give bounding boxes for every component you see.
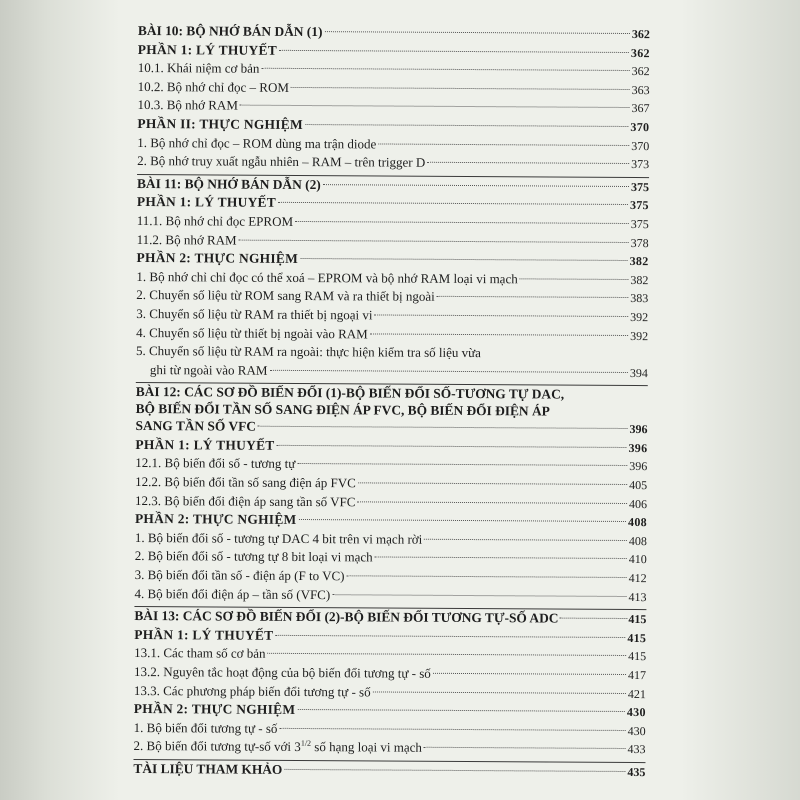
- item-title: ghi từ ngoài vào RAM: [149, 361, 268, 378]
- page-number: 405: [629, 478, 648, 493]
- lesson-13-section: [134, 607, 647, 759]
- dot-leader: [424, 539, 627, 541]
- dot-leader: [433, 673, 626, 675]
- dot-leader: [305, 124, 629, 127]
- dot-leader: [284, 769, 625, 772]
- dot-leader: [358, 482, 627, 485]
- item-title: 2. Bộ biến đổi số - tương tự 8 bit loại vi mạch: [134, 548, 373, 565]
- dot-leader: [373, 691, 626, 694]
- lesson-12-title-line: BÀI 12: CÁC SƠ ĐỒ BIẾN ĐỔI (1)-BỘ BIẾN ĐỔI SỐ-TƯƠNG TỰ DAC,: [135, 384, 565, 402]
- page-number: 394: [629, 365, 648, 380]
- page-number: 375: [630, 216, 649, 232]
- page-number: 396: [629, 459, 648, 474]
- dot-leader: [279, 49, 629, 52]
- page-number: 392: [630, 309, 649, 325]
- item-title: 2. Bộ nhớ truy xuất ngẫu nhiên – RAM – trên trigger D: [137, 153, 426, 170]
- page-number: 362: [631, 64, 650, 79]
- dot-leader: [299, 519, 627, 522]
- page-number: 430: [626, 705, 646, 720]
- item-title: 12.2. Bộ biến đổi tần số sang điện áp FVC: [135, 474, 356, 491]
- part-title: PHẦN 1: LÝ THUYẾT: [137, 41, 278, 58]
- lesson-title: BÀI 11: BỘ NHỚ BÁN DẪN (2): [136, 175, 321, 192]
- lesson-11-section: [136, 175, 649, 383]
- item-title: 4. Chuyển số liệu từ thiết bị ngoài vào RAM: [136, 324, 368, 341]
- page-number: 430: [627, 723, 646, 738]
- item-title: 11.2. Bộ nhớ RAM: [136, 231, 237, 248]
- dot-leader: [261, 68, 629, 71]
- page-number: 421: [627, 686, 646, 701]
- dot-leader: [275, 635, 625, 638]
- item-title: 11.1. Bộ nhớ chỉ đọc EPROM: [136, 212, 294, 229]
- page-number: 363: [631, 82, 650, 97]
- page-number: 415: [627, 630, 647, 645]
- item-title: 10.3. Bộ nhớ RAM: [137, 97, 238, 113]
- page-number: 370: [631, 138, 650, 153]
- lesson-title: BÀI 13: CÁC SƠ ĐỒ BIẾN ĐỔI (2)-BỘ BIẾN ĐỔI TƯƠNG TỰ-SỐ ADC: [134, 608, 559, 626]
- table-of-contents: [133, 22, 650, 782]
- dot-leader: [559, 618, 627, 619]
- item-title: 13.2. Nguyên tắc hoạt động của bộ biến đổi tương tự - số: [133, 663, 431, 681]
- part-title: PHẦN 2: THỰC NGHIỆM: [133, 701, 296, 718]
- item-title: 10.1. Khái niệm cơ bản: [137, 60, 260, 76]
- dot-leader: [378, 143, 629, 146]
- page-number: 408: [628, 533, 647, 548]
- part-title: PHẦN 2: THỰC NGHIỆM: [136, 250, 299, 267]
- dot-leader: [269, 369, 627, 372]
- dot-leader: [240, 105, 630, 108]
- page-number: 373: [631, 157, 650, 172]
- lesson-12-section: [134, 383, 647, 606]
- page-number: 383: [630, 291, 649, 306]
- dot-leader: [277, 445, 627, 448]
- page-number: 362: [631, 27, 650, 42]
- item-title-part: số hạng loại vi mạch: [310, 739, 422, 756]
- page-number: 362: [630, 45, 650, 60]
- dot-leader: [239, 239, 629, 242]
- page-number: 413: [628, 589, 647, 604]
- item-title: 1. Bộ nhớ chỉ chỉ đọc có thể xoá – EPROM và bộ nhớ RAM loại vi mạch: [136, 268, 518, 287]
- page-number: 378: [630, 235, 649, 250]
- dot-leader: [520, 278, 629, 280]
- page-number: 367: [631, 101, 650, 116]
- item-title: 1. Bộ nhớ chỉ đọc – ROM dùng ma trận diode: [137, 134, 377, 152]
- page-number: 435: [627, 764, 646, 780]
- lesson-title: BÀI 10: BỘ NHỚ BÁN DẪN (1): [137, 22, 323, 40]
- dot-leader: [258, 426, 628, 429]
- lesson-10-section: [137, 22, 650, 174]
- dot-leader: [300, 258, 628, 261]
- dot-leader: [370, 333, 628, 336]
- page-right-shadow: [680, 0, 800, 800]
- dot-leader: [268, 653, 627, 656]
- part-title: PHẦN 2: THỰC NGHIỆM: [134, 511, 297, 528]
- item-title: [134, 737, 422, 757]
- toc-item: [134, 737, 646, 759]
- dot-leader: [437, 296, 629, 298]
- item-title: 10.2. Bộ nhớ chỉ đọc – ROM: [137, 78, 289, 95]
- page-number: 370: [630, 119, 650, 135]
- page-number: 408: [628, 515, 647, 530]
- item-title: 12.3. Bộ biến đổi điện áp sang tần số VFC: [135, 492, 356, 509]
- page-number: 382: [629, 254, 649, 269]
- fraction-superscript: 1/2: [300, 739, 312, 749]
- part-title: PHẦN 1: LÝ THUYẾT: [135, 436, 275, 453]
- page-number: 433: [627, 742, 646, 757]
- dot-leader: [295, 221, 629, 224]
- page-number: 415: [628, 612, 647, 627]
- page-number: 375: [630, 179, 650, 194]
- item-title-part: 2. Bộ biến đổi tương tự-số với 3: [133, 738, 301, 755]
- item-title: 3. Chuyển số liệu từ RAM ra thiết bị ngoại vi: [136, 305, 373, 323]
- dot-leader: [278, 202, 628, 205]
- references-title: TÀI LIỆU THAM KHẢO: [133, 760, 283, 777]
- page-number: 406: [629, 496, 648, 511]
- item-title: 3. Bộ biến đổi tần số - điện áp (F to VC): [134, 567, 345, 584]
- dot-leader: [324, 31, 630, 34]
- page-left-shadow: [0, 0, 120, 800]
- item-title: 4. Bộ biến đổi điện áp – tần số (VFC): [134, 585, 331, 602]
- page-number: 382: [630, 272, 649, 287]
- part-title: PHẦN 1: LÝ THUYẾT: [134, 626, 274, 643]
- dot-leader: [279, 728, 625, 731]
- part-title: PHẦN 1: LÝ THUYẾT: [136, 194, 277, 211]
- page-number: 396: [628, 440, 648, 455]
- dot-leader: [323, 184, 629, 187]
- dot-leader: [297, 463, 627, 466]
- dot-leader: [375, 557, 627, 560]
- page-number: 375: [629, 198, 649, 213]
- dot-leader: [427, 162, 629, 164]
- item-title: 13.3. Các phương pháp biến đổi tương tự - số: [133, 682, 371, 700]
- page-number: 417: [627, 668, 647, 683]
- dot-leader: [424, 747, 626, 749]
- dot-leader: [332, 594, 626, 597]
- dot-leader: [291, 87, 630, 90]
- page-number: 412: [628, 571, 647, 586]
- item-title: 13.1. Các tham số cơ bản: [134, 645, 266, 662]
- toc-item: [134, 585, 646, 607]
- dot-leader: [357, 501, 627, 504]
- dot-leader: [375, 314, 629, 317]
- page-number: 410: [628, 552, 647, 567]
- item-title: 1. Bộ biến đổi tương tự - số: [133, 719, 278, 736]
- toc-item: [137, 152, 649, 174]
- page-number: 396: [629, 422, 648, 437]
- dot-leader: [347, 575, 627, 578]
- page-number: 392: [630, 328, 649, 343]
- lesson-12-title-line: BỘ BIẾN ĐỔI TẦN SỐ SANG ĐIỆN ÁP FVC, BỘ BIẾN ĐỔI ĐIỆN ÁP: [135, 401, 550, 419]
- item-title: 5. Chuyển số liệu từ RAM ra ngoài: thực hiện kiểm tra số liệu vừa: [135, 343, 482, 361]
- toc-item-continuation: [136, 361, 648, 383]
- lesson-title: SANG TẦN SỐ VFC: [135, 418, 256, 435]
- part-title: PHẦN II: THỰC NGHIỆM: [137, 115, 304, 132]
- item-title: 2. Chuyển số liệu từ ROM sang RAM và ra thiết bị ngoài: [136, 287, 435, 305]
- references-entry: [133, 760, 645, 782]
- item-title: 1. Bộ biến đổi số - tương tự DAC 4 bit trên vi mạch rời: [134, 529, 423, 547]
- page-number: 415: [628, 649, 647, 664]
- dot-leader: [297, 709, 625, 712]
- item-title: 12.1. Bộ biến đổi số - tương tự: [135, 455, 296, 472]
